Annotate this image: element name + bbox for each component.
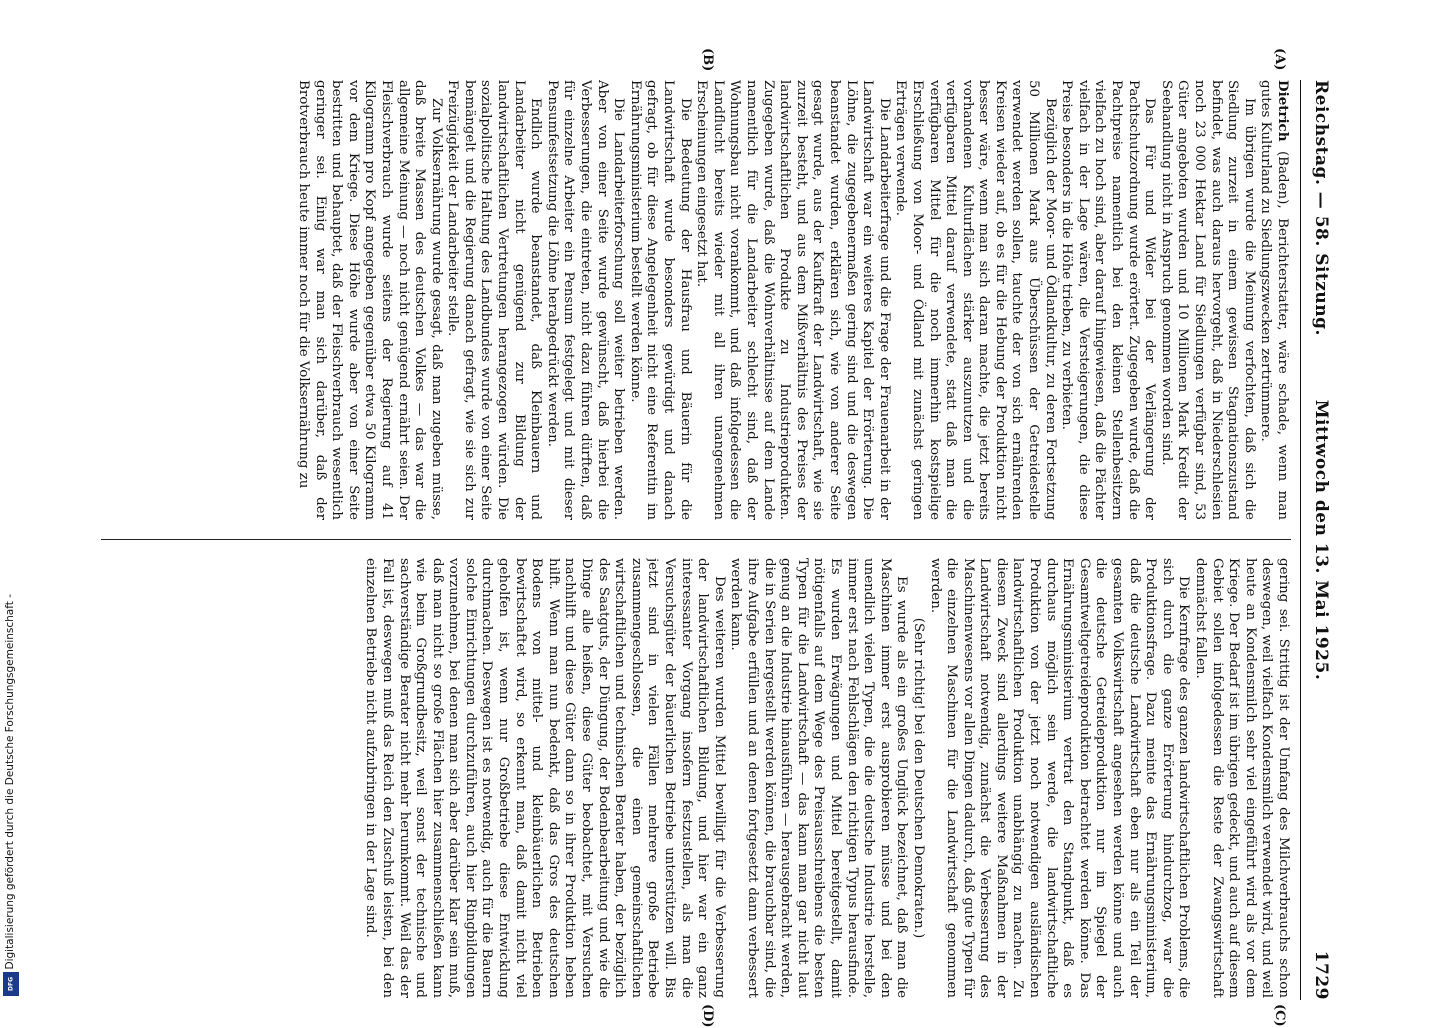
running-head (1300, 80, 1335, 1000)
digitization-credit: Digitalisierung gefördert durch die Deutsche Forschungsgemeinschaft - (4, 594, 16, 970)
interjection: (Sehr richtig! bei den Deutschen Demokraten.) (910, 617, 926, 939)
dfg-logo: DFG (3, 972, 19, 996)
paragraph: Zur Volksernährung wurde gesagt, daß man zugeben müsse, daß breite Massen des deutschen Volkes — das war die allgemeine Meinung — noch nicht genügend ernährt seien. Der Fleischverbrauch wurde seitens der Regierung auf 41 Kilogramm pro Kopf angegeben gegenüber etwa 50 Kilogramm vor dem Kriege. Diese Höhe wurde aber von einer Seite bestritten und behauptet, daß der Fleischverbrauch wesentlich geringer sei. Einig war man sich darüber, daß der Brotverbrauch heute immer noch für die Volksernährung zu (295, 80, 444, 520)
paragraph: Endlich wurde beanstandet, daß Kleinbauern und Landarbeiter nicht genügend zur Bildung der landwirtschaftlichen Vertretungen herangezogen würden. Die sozialpolitische Haltung des Landbundes wurde von einer Seite bemängelt und die Regierung danach gefragt, wie sie sich zur Freizügigkeit der Landarbeiter stelle. (445, 80, 544, 520)
paragraph: Die Landarbeiterfrage und die Frage der Frauenarbeit in der Landwirtschaft war ein weiteres Kapitel der Erörterung. Die Löhne, die zugegebenermaßen gering sind und die deswegen beanstandet wurden, erklären sich, wie von anderer Seite gesagt wurde, aus der Kaufkraft der Landwirtschaft, wie sie zurzeit besteht, und aus dem Mißverhältnis des Preises der landwirtschaftlichen Produkte zu Industrieprodukten. Zugegeben wurde, daß die Wohnverhältnisse auf dem Lande namentlich für die Landarbeiter schlecht sind, daß der Wohnungsbau nicht vorankommt, und daß infolgedessen die Landflucht bereits wieder mit all ihren unangenehmen Erscheinungen eingesetzt hat. (694, 80, 892, 520)
margin-mark-b: (B) (700, 48, 715, 72)
speaker-note: (Baden), Berichterstatter, (1275, 150, 1290, 331)
margin-mark-a: (A) (1272, 48, 1287, 71)
running-head-left: Reichstag. — 58. Sitzung. (1311, 80, 1331, 336)
paragraph: Die Bedeutung der Hausfrau und Bäuerin für die Landwirtschaft wurde besonders gewürdigt und danach gefragt, ob für diese Angelegenheit nicht eine Referentin im Ernährungsministerium bestellt werden könne. (627, 80, 693, 520)
paragraph: Die Landarbeiterforschung soll weiter betrieben werden. Aber von einer Seite wurde gewünscht, daß hierbei die Verbesserungen, die eintreten, nicht dazu führen dürften, daß für einzelne Arbeiter ein Pensum festgelegt und mit dieser Pensumfestsetzung die Löhne herabgedrückt werden. (544, 80, 627, 520)
speaker-name: Dietrich (1275, 80, 1291, 142)
paragraph: Das Für und Wider bei der Verlängerung der Pachtschutzordnung wurde erörtert. Zugegeben wurde, daß die Pachtpreise namentlich bei den kleinen Stellenbesitzern vielfach zu hoch sind, aber darauf hingewiesen, daß die Pächter vielfach in der Lage wären, die Versteigerungen, die diese Preise besonders in die Höhe trieben, zu verbieten. (1059, 80, 1158, 520)
paragraph: Es wurde als ein großes Unglück bezeichnet, daß man die Maschinen immer erst ausprobieren müsse und bei den unendlich vielen Typen, die die deutsche Industrie herstelle, immer erst nach Fehlschlägen den richtigen Typus herausfinde. Es wurden Erwägungen und Mittel bereitgestellt, damit nötigenfalls auf dem Wege des Preisausschreibens die besten Typen für die Landwirtschaft — das kann man gar nicht laut genug an die Industrie hinausführen — herausgebracht werden, die in Serien hergestellt werden können, die brauchbar sind, die ihre Aufgabe erfüllen und an denen fortgesetzt dann verbessert werden kann. (728, 558, 910, 998)
column-rule (101, 539, 1291, 540)
running-head-date: Mittwoch den 13. Mai 1925. (1311, 399, 1331, 681)
paragraph: gering sei. Strittig ist der Umfang des Milchverbrauchs schon deswegen, weil vielfach Kondensmilch verwendet wird, und weil heute an Kondensmilch sehr viel eingeführt wird als vor dem Kriege. Der Bedarf ist im übrigen gedeckt, und auch auf diesem Gebiet sollen infolgedessen die Reste der Zwangswirtschaft demnächst fallen. (1193, 558, 1291, 998)
paragraph: Im übrigen wurde die Meinung verfochten, daß sich die Siedlung zurzeit in einem gewissen Stagnationszustand befindet, was auch daraus hervorgeht, daß in Niederschlesien noch 23 000 Hektar Land für Siedlungen verfügbar sind, 53 Güter angeboten wurden und 10 Millionen Mark Kredit der Seehandlung nicht in Anspruch genommen worden sind. (1158, 80, 1257, 520)
speaker-line (1257, 80, 1291, 520)
paragraph: wäre schade, wenn man gutes Kulturland zu Siedlungszwecken zertrümmere. (1258, 80, 1290, 520)
left-column (101, 80, 1291, 520)
paragraph: Die Kernfrage des ganzen landwirtschaftlichen Problems, die sich durch die ganze Erörterung hindurchzog, war die Produktionsfrage. Dazu meinte das Ernährungsministerium, daß die deutsche Landwirtschaft eben nur als ein Teil der gesamten Volkswirtschaft angesehen werden könne und auch die deutsche Getreideproduktion nur im Spiegel der Gesamtweltgetreideproduktion betrachtet werden könne. Das Ernährungsministerium vertrat den Standpunkt, daß es durchaus möglich sein werde, die landwirtschaftliche Produktion von der jetzt noch notwendigen ausländischen landwirtschaftlichen Produktion unabhängig zu machen. Zu diesem Zweck sind allerdings weitere Maßnahmen in der Landwirtschaft notwendig, zunächst die Verbesserung des Maschinenwesens vor allen Dingen dadurch, daß gute Typen für die einzelnen Maschinen für die Landwirtschaft genommen werden. (927, 558, 1192, 998)
paragraph: Bezüglich der Moor- und Ödlandkultur, zu deren Fortsetzung 50 Millionen Mark aus Überschüssen der Getreidestelle verwendet werden sollen, tauchte der von sich ernährenden Kreisen wieder auf, ob es für die Hebung der Produktion nicht besser wäre, wenn man sich daran machte, die jetzt bereits vorhandenen Kulturflächen stärker auszunutzen und die verfügbaren Mittel darauf verwendete, statt daß man die verfügbaren Mittel für die noch immerhin kostspielige Erschließung von Moor- und Ödland mit zunächst geringen Erträgen verwende. (893, 80, 1058, 520)
rotated-document-page (85, 48, 1335, 1028)
margin-mark-d: (D) (700, 1004, 715, 1028)
margin-mark-c: (C) (1272, 1004, 1287, 1027)
page-number: 1729 (1311, 950, 1331, 1000)
right-column (101, 558, 1291, 998)
paragraph: Des weiteren wurden Mittel bewilligt für die Verbesserung der landwirtschaftlichen Bildung, und hier war ein ganz interessanter Vorgang insofern festzustellen, als man die Versuchsgüter der bäuerlichen Betriebe unterstützen will. Bis jetzt sind in vielen Fällen mehrere große Betriebe zusammengeschlossen, die einen gemeinschaftlichen wirtschaftlichen und technischen Berater haben, der bezüglich des Saatguts, der Düngung, der Bodenbearbeitung und wie die Dinge alle heißen, diese Güter beobachtet, mit Versuchen nachhilft und diese Güter dann so in ihrer Produktion heben hilft. Wenn man nun bedenkt, daß das Gros des deutschen Bodens von mittel- und kleinbäuerlichen Betrieben bewirtschaftet wird, so erkennt man, daß damit nicht viel geholfen ist, wenn nur Großbetriebe diese Entwicklung durchmachen. Deswegen ist es notwendig, auch für die Bauern solche Einrichtungen durchzuführen, auch hier Ringbildungen vorzunehmen, bei denen man sich aber darüber klar sein muß, daß man nicht so große Flächen hier zusammenschließen kann wie beim Großgrundbesitz, weil sonst der technische und sachverständige Berater nicht mehr herumkommt. Weil das der Fall ist, deswegen muß das Reich den Zuschuß leisten, bei den einzelnen Betriebe nicht aufzubringen in der Lage sind. (363, 558, 727, 998)
